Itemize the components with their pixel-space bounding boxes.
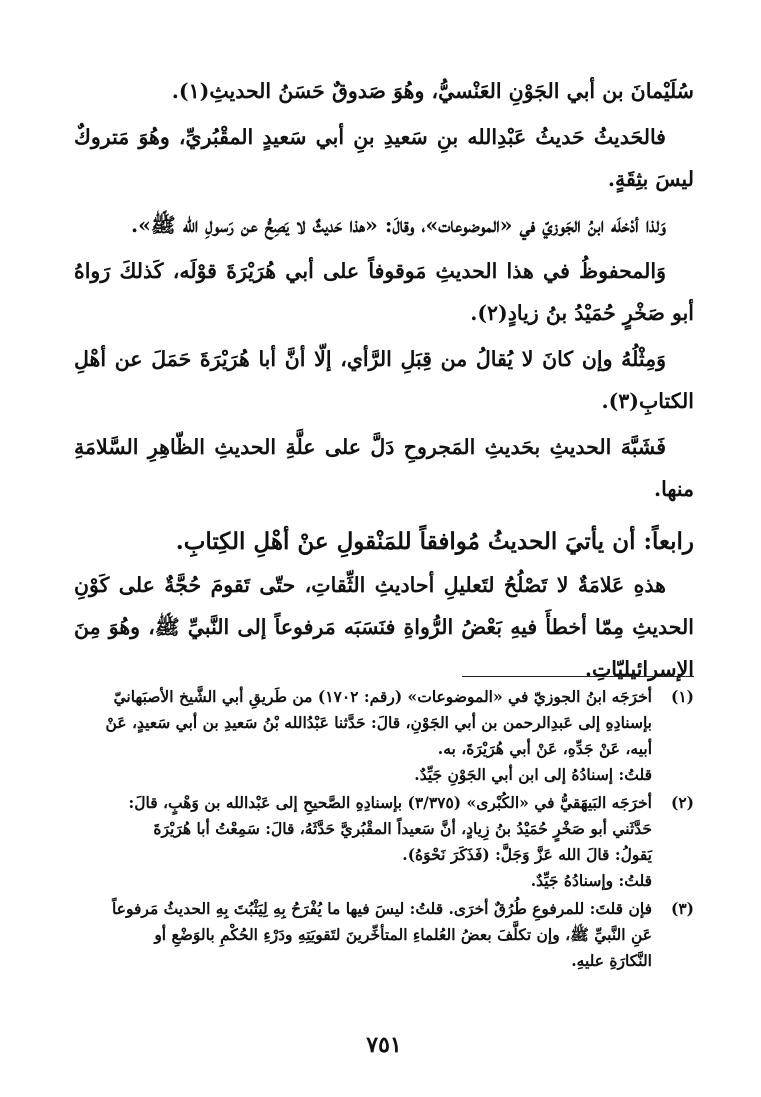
footnote-number: (٢) [670,793,694,812]
footnote-line: أخرَجَه ابنُ الجوزيّ في «الموضوعات» (رقم: ١٧٠٢) من طَريقِ أبي الشَّيخ الأصبَهانيّ [113,687,652,706]
footnote-number: (٣) [670,899,694,918]
section-heading: رابعاً: أن يأتيَ الحديثُ مُوافقاً للمَنْقولِ عنْ أهْلِ الكِتابِ. [175,528,694,555]
footnote-1 [74,684,694,788]
footnote-line: أبيه، عَنْ جَدِّهِ، عَنْ أبي هُرَيْرَةَ، به. [437,739,652,758]
footnote-line: يَقولُ: قالَ الله عَزَّ وَجَلَّ: (فَذَكَرَ نَحْوَهُ). [402,845,652,864]
footnote-2 [74,790,694,894]
paragraph-1: سُلَيْمانَ بن أبي الجَوْنِ العَنْسيُّ، وهُوَ صَدوقٌ حَسَنُ الحديثِ(١). [171,79,694,103]
footnote-divider [462,676,694,677]
footnotes [74,684,694,976]
paragraph-5: وَمِثْلُهُ وإن كانَ لا يُقالُ من قِبَلِ الرَّأي، إلّا أنَّ أبا هُرَيْرَةَ حَمَلَ عن أهْلِ الكتابِ(٣). [74,347,694,413]
book-page [74,70,694,1070]
footnote-3 [74,896,694,974]
paragraph-2: فالحَديثُ حَديثُ عَبْدِالله بنِ سَعيدِ بنِ أبي سَعيدٍ المقْبُريِّ، وهُوَ مَتروكٌ ليسَ بثِقَةٍ. [74,125,694,191]
footnote-line: النَّكارَةِ عليهِ. [571,951,652,970]
page-number: ٧٥١ [366,1032,402,1058]
footnote-line: عَنِ النَّبيِّ ﷺ، وإن تكلَّفَ بعضُ العُلماءِ المتأخِّرينَ لتَقويَتِهِ ودَرْءِ الحُكْمِ بالوَضْعِ أو [154,925,652,944]
paragraph-7: هذهِ عَلامَةٌ لا تَصْلُحُ لتَعليلِ أحاديثِ الثِّقاتِ، حتّى تَقومَ حُجَّةٌ على كَوْنِ الحديثِ مِمّا أخطأَ فيهِ بَعْضُ الرُّواةِ فنَسَبَه مَرفوعاً إلى النَّبيِّ ﷺ، وهُوَ مِنَ الإسرائيليّاتِ. [74,573,694,681]
footnote-line: أخرَجَه البَيهَقيُّ في «الكُبْرى» (٣/٣٧٥) بإسنادِهِ الصَّحيحِ إلى عَبْدالله بن وَهْبٍ، قالَ: [128,793,652,812]
paragraph-3: وَلذا أدْخلَه ابنُ الجَوزيّ في «الموضوعات»، وقالَ: «هذا حَديثٌ لا يَصِحُّ عن رَسولِ الله ﷺ». [130,213,666,237]
footnote-line: بإسنادِهِ إلى عَبدِالرحمن بن أبي الجَوْنِ، قالَ: حَدَّثنا عَبْدُالله بْنُ سَعيدِ بن أبي سَعيدٍ، عَنْ [105,713,652,732]
footnote-text [74,684,652,788]
footnote-line: قلتُ: إسنادُهُ إلى ابن أبي الجَوْنِ جَيِّدٌ. [414,765,652,784]
footnote-number: (١) [670,687,694,706]
paragraph-6: فَشَبَّهَ الحديثِ بحَديثِ المَجروحِ دَلَّ على علَّةِ الحديثِ الظّاهِرِ السَّلامَةِ منها. [74,435,694,501]
footnote-text [74,896,652,974]
footnote-line: حَدَّثَني أبو صَخْرٍ حُمَيْدُ بنُ زِيادٍ، أنَّ سَعيداً المقْبُريَّ حَدَّثَهُ، قالَ: سَمِعْتُ أبا هُرَيْرَةَ [153,819,652,838]
footnote-line: قلتُ: وإسنادُهُ جَيِّدٌ. [530,871,652,890]
paragraph-4: وَالمحفوظُ في هذا الحديثِ مَوقوفاً على أبي هُرَيْرَةَ قوْلَه، كَذلكَ رَواهُ أبو صَخْرٍ حُمَيْدُ بنُ زيادٍ(٢). [74,259,694,325]
footnote-line: فإن قلتَ: للمرفوعِ طُرُقٌ أخرَى. قلتُ: ليسَ فيها ما يُفْرَحُ بِهِ لِيَثْبُتَ بِهِ الحديثُ مَرفوعاً [112,899,652,918]
main-text [74,70,694,690]
footnote-text [74,790,652,894]
